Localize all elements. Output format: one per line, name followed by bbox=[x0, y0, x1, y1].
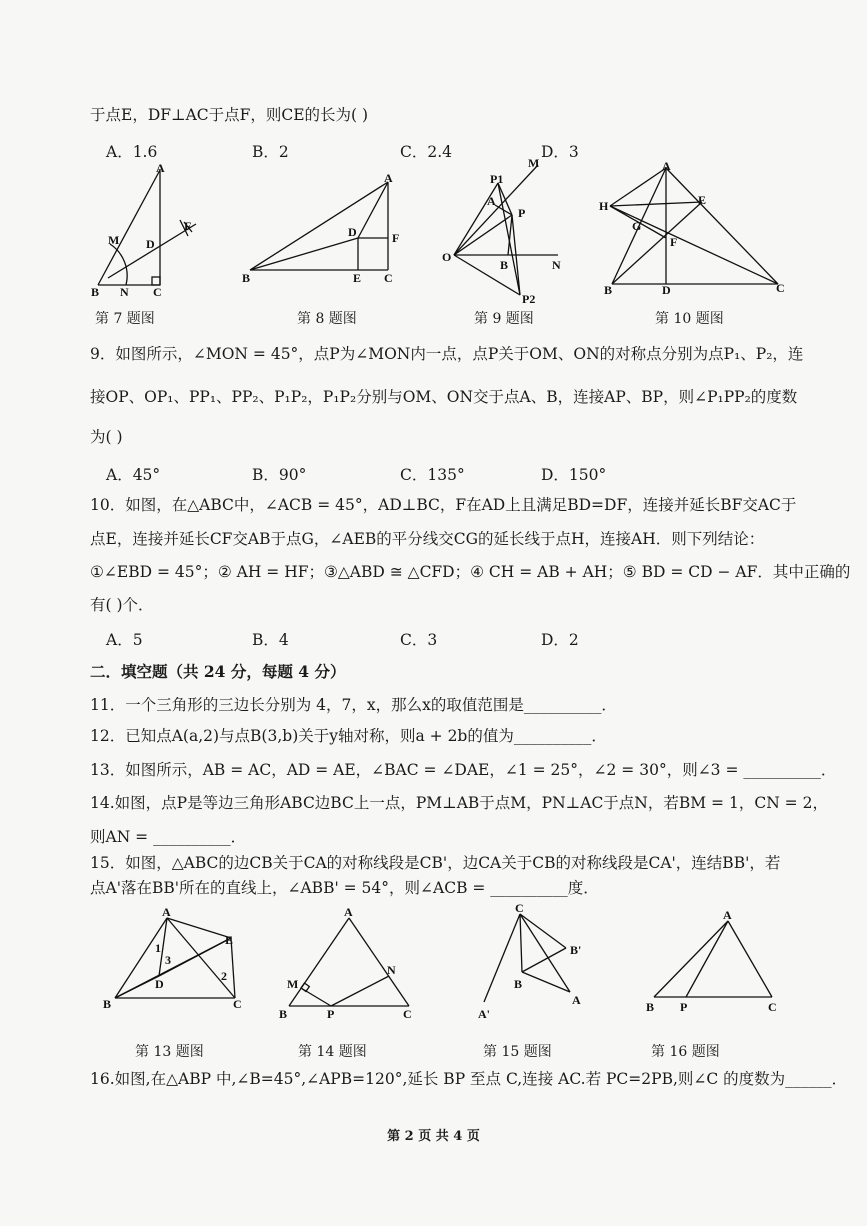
fig9-label: N bbox=[552, 258, 561, 272]
q10-line-3: ①∠EBD = 45°；② AH = HF；③△ABD ≅ △CFD；④ CH = AB + AH；⑤ BD = CD − AF．其中正确的 bbox=[90, 563, 851, 581]
figure-15 bbox=[470, 898, 600, 1028]
figure-16-caption: 第 16 题图 bbox=[651, 1044, 720, 1060]
q8-tail-text: 于点E，DF⊥AC于点F，则CE的长为( ) bbox=[90, 106, 369, 124]
fig9-label: P1 bbox=[490, 172, 504, 186]
q10-option-a: A．5 bbox=[106, 631, 143, 649]
fig9-label: B bbox=[500, 258, 509, 272]
figure-13 bbox=[95, 902, 255, 1022]
q9-line-3: 为( ) bbox=[90, 428, 123, 446]
fig9-label: O bbox=[442, 250, 452, 264]
q10-line-1: 10．如图，在△ABC中，∠ACB = 45°，AD⊥BC，F在AD上且满足BD=DF，连接并延长BF交AC于 bbox=[90, 496, 797, 514]
q15-line-2: 点A'落在BB'所在的直线上，∠ABB' = 54°，则∠ACB = __________度． bbox=[90, 879, 599, 897]
figure-16 bbox=[640, 905, 790, 1025]
fig13-label: D bbox=[155, 977, 164, 991]
q10-line-2: 点E，连接并延长CF交AB于点G，∠AEB的平分线交CG的延长线于点H，连接AH．则下列结论： bbox=[90, 530, 765, 548]
fig7-label: N bbox=[120, 285, 129, 299]
fig13-label: 1 bbox=[155, 941, 161, 955]
figure-10-caption: 第 10 题图 bbox=[655, 311, 724, 327]
fig9-label: A bbox=[487, 194, 496, 208]
fig10-label: F bbox=[670, 235, 678, 249]
q9-option-c: C．135° bbox=[400, 466, 465, 484]
q16-text: 16.如图,在△ABP 中,∠B=45°,∠APB=120°,延长 BP 至点 C,连接 AC.若 PC=2PB,则∠C 的度数为______． bbox=[90, 1070, 848, 1088]
fig13-label: A bbox=[162, 905, 171, 919]
q11-text: 11．一个三角形的三边长分别为 4，7，x，那么x的取值范围是__________． bbox=[90, 696, 617, 714]
figure-15-caption: 第 15 题图 bbox=[483, 1044, 552, 1060]
fig13-label: C bbox=[233, 997, 242, 1011]
fig14-label: M bbox=[287, 977, 299, 991]
figure-8 bbox=[240, 170, 410, 295]
fig9-label: P bbox=[518, 206, 526, 220]
fig8-label: E bbox=[353, 271, 362, 285]
q8-option-d: D．3 bbox=[541, 143, 579, 161]
fig13-label: 2 bbox=[221, 969, 227, 983]
fig14-label: C bbox=[403, 1007, 412, 1021]
fig8-label: F bbox=[392, 231, 400, 245]
q9-line-1: 9．如图所示，∠MON = 45°，点P为∠MON内一点，点P关于OM、ON的对称点分别为点P₁、P₂，连 bbox=[90, 345, 804, 363]
fig14-label: A bbox=[344, 905, 353, 919]
fig15-label: B bbox=[514, 977, 523, 991]
fig10-label: D bbox=[662, 283, 671, 297]
fig15-label: A' bbox=[478, 1007, 490, 1021]
fig7-label: B bbox=[91, 285, 100, 299]
fig8-label: B bbox=[242, 271, 251, 285]
figure-9-caption: 第 9 题图 bbox=[474, 311, 534, 327]
fig9-label: P2 bbox=[522, 292, 536, 305]
fig7-label: D bbox=[146, 237, 155, 251]
fig9-label: M bbox=[528, 156, 540, 170]
fig10-label: H bbox=[599, 199, 609, 213]
figure-14-caption: 第 14 题图 bbox=[298, 1044, 367, 1060]
fig10-label: A bbox=[662, 159, 671, 173]
figure-8-caption: 第 8 题图 bbox=[297, 311, 357, 327]
figure-9 bbox=[438, 155, 578, 305]
q13-text: 13．如图所示，AB = AC，AD = AE，∠BAC = ∠DAE，∠1 = 25°，∠2 = 30°，则∠3 = __________． bbox=[90, 761, 837, 779]
q8-option-a: A．1.6 bbox=[106, 143, 158, 161]
figure-13-caption: 第 13 题图 bbox=[135, 1044, 204, 1060]
fig16-label: B bbox=[646, 1000, 655, 1014]
fig16-label: A bbox=[723, 908, 732, 922]
fig10-label: B bbox=[604, 283, 613, 297]
fig7-label: M bbox=[108, 233, 120, 247]
q14-line-2: 则AN = __________． bbox=[90, 828, 247, 846]
fig8-label: D bbox=[348, 225, 357, 239]
figure-7 bbox=[88, 160, 208, 300]
q10-option-d: D．2 bbox=[541, 631, 579, 649]
fig13-label: B bbox=[103, 997, 112, 1011]
fig8-label: A bbox=[384, 171, 393, 185]
fig7-label: F bbox=[184, 219, 192, 233]
q15-line-1: 15．如图，△ABC的边CB关于CA的对称线段是CB'，边CA关于CB的对称线段是CA'，连结BB'，若 bbox=[90, 854, 781, 872]
fig15-label: A bbox=[572, 993, 581, 1007]
fig15-label: B' bbox=[570, 943, 582, 957]
fig15-label: C bbox=[515, 901, 524, 915]
q10-option-c: C．3 bbox=[400, 631, 438, 649]
section-2-title: 二．填空题（共 24 分，每题 4 分） bbox=[90, 662, 346, 681]
fig16-label: P bbox=[680, 1000, 688, 1014]
q8-option-c: C．2.4 bbox=[400, 143, 453, 161]
q9-option-b: B．90° bbox=[252, 466, 307, 484]
fig13-label: 3 bbox=[165, 953, 171, 967]
figure-10 bbox=[598, 158, 793, 298]
figure-14 bbox=[275, 902, 425, 1027]
q12-text: 12．已知点A(a,2)与点B(3,b)关于y轴对称，则a + 2b的值为__________． bbox=[90, 727, 607, 745]
q9-line-2: 接OP、OP₁、PP₁、PP₂、P₁P₂，P₁P₂分别与OM、ON交于点A、B，连接AP、BP，则∠P₁PP₂的度数 bbox=[90, 388, 798, 406]
q10-option-b: B．4 bbox=[252, 631, 289, 649]
fig7-label: A bbox=[156, 161, 165, 175]
fig10-label: E bbox=[698, 193, 707, 207]
fig13-label: E bbox=[225, 933, 234, 947]
q10-line-4: 有( )个． bbox=[90, 596, 154, 614]
q9-option-d: D．150° bbox=[541, 466, 607, 484]
fig14-label: B bbox=[279, 1007, 288, 1021]
page-footer: 第 2 页 共 4 页 bbox=[387, 1129, 480, 1144]
figure-7-caption: 第 7 题图 bbox=[95, 311, 155, 327]
q9-option-a: A．45° bbox=[106, 466, 161, 484]
fig10-label: C bbox=[776, 281, 785, 295]
fig10-label: G bbox=[632, 219, 642, 233]
fig7-label: C bbox=[153, 285, 162, 299]
fig14-label: P bbox=[327, 1007, 335, 1021]
q8-option-b: B．2 bbox=[252, 143, 289, 161]
fig8-label: C bbox=[384, 271, 393, 285]
q14-line-1: 14.如图，点P是等边三角形ABC边BC上一点，PM⊥AB于点M，PN⊥AC于点N，若BM = 1，CN = 2， bbox=[90, 794, 828, 812]
fig14-label: N bbox=[387, 963, 396, 977]
fig16-label: C bbox=[768, 1000, 777, 1014]
